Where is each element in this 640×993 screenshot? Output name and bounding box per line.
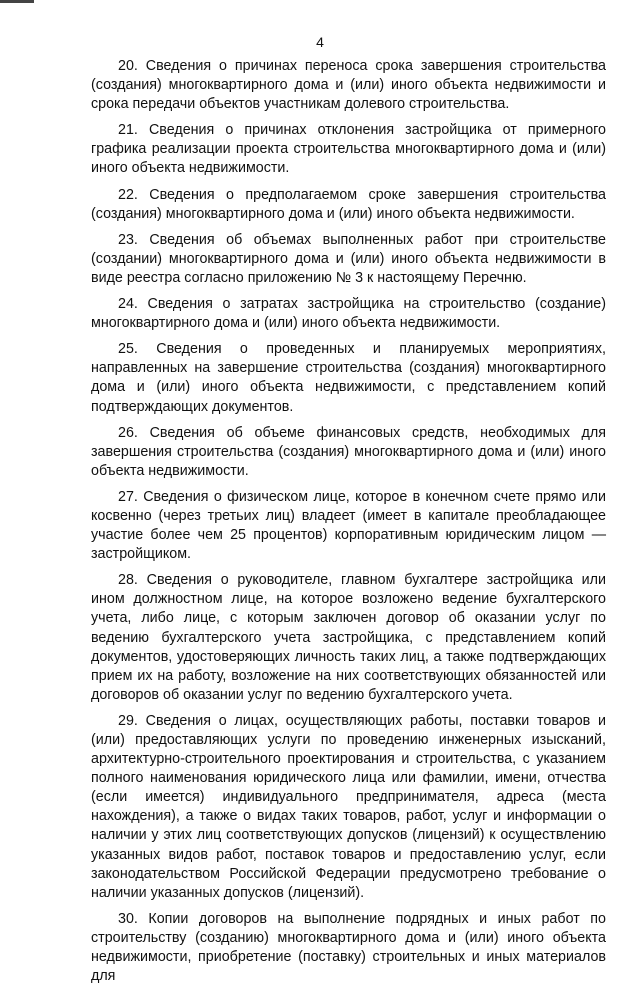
paragraph-25: 25. Сведения о проведенных и планируемых мероприятиях, направленных на завершение строительства (создания) многоквартирного дома и (или) иного объекта недвижимости, с представлением копий подтверждающих документов. — [91, 341, 606, 415]
paragraph-21: 21. Сведения о причинах отклонения застройщика от примерного графика реализации проекта строительства многоквартирного дома и (или) иного объекта недвижимости. — [91, 122, 606, 177]
paragraph-22: 22. Сведения о предполагаемом сроке завершения строительства (создания) многоквартирного дома и (или) иного объекта недвижимости. — [91, 186, 606, 222]
document-body — [91, 57, 606, 993]
paragraph-26: 26. Сведения об объеме финансовых средств, необходимых для завершения строительства (создания) многоквартирного дома и (или) иного объекта недвижимости. — [91, 424, 606, 479]
paragraph-27: 27. Сведения о физическом лице, которое в конечном счете прямо или косвенно (через третьих лиц) владеет (имеет в капитале преобладающее участие более чем 25 процентов) корпоративным юридическим лицом — застройщиком. — [91, 488, 606, 563]
paragraph-23: 23. Сведения об объемах выполненных работ при строительстве (создании) многоквартирного дома и (или) иного объекта недвижимости в виде реестра согласно приложению № 3 к настоящему Перечню. — [91, 231, 606, 286]
paragraph-24: 24. Сведения о затратах застройщика на строительство (создание) многоквартирного дома и (или) иного объекта недвижимости. — [91, 296, 606, 332]
page-number: 4 — [316, 34, 324, 50]
paragraph-20: 20. Сведения о причинах переноса срока завершения строительства (создания) многоквартирного дома и (или) иного объекта недвижимости и срока передачи объектов участникам долевого строительства. — [91, 58, 606, 113]
scan-corner-mark — [0, 0, 34, 3]
paragraph-29: 29. Сведения о лицах, осуществляющих работы, поставки товаров и (или) предоставляющих услуги по проведению инженерных изысканий, архитектурно-строительного проектирования и строительства, с указанием полного наименования юридического лица или фамилии, имени, отчества (если имеется) индивидуального предпринимателя, адреса (места нахождения), а также о видах таких товаров, работ, услуг и информации о наличии у этих лиц соответствующих допусков (лицензий) к осуществлению указанных видов работ, поставок товаров и предоставлению услуг, если законодательством Российской Федерации предусмотрено требование о наличии указанных допусков (лицензий). — [91, 712, 606, 901]
paragraph-30: 30. Копии договоров на выполнение подрядных и иных работ по строительству (созданию) многоквартирного дома и (или) иного объекта недвижимости, приобретение (поставку) строительных и иных материалов для — [91, 910, 606, 985]
paragraph-28: 28. Сведения о руководителе, главном бухгалтере застройщика или ином должностном лице, на которое возложено ведение бухгалтерского учета, либо лице, с которым заключен договор об оказании услуг по ведению бухгалтерского учета застройщика, с представлением копий документов, удостоверяющих личность таких лиц, а также подтверждающих прием их на работу, возложение на них соответствующих обязанностей или договоров об оказании услуг по ведению бухгалтерского учета. — [91, 572, 606, 703]
